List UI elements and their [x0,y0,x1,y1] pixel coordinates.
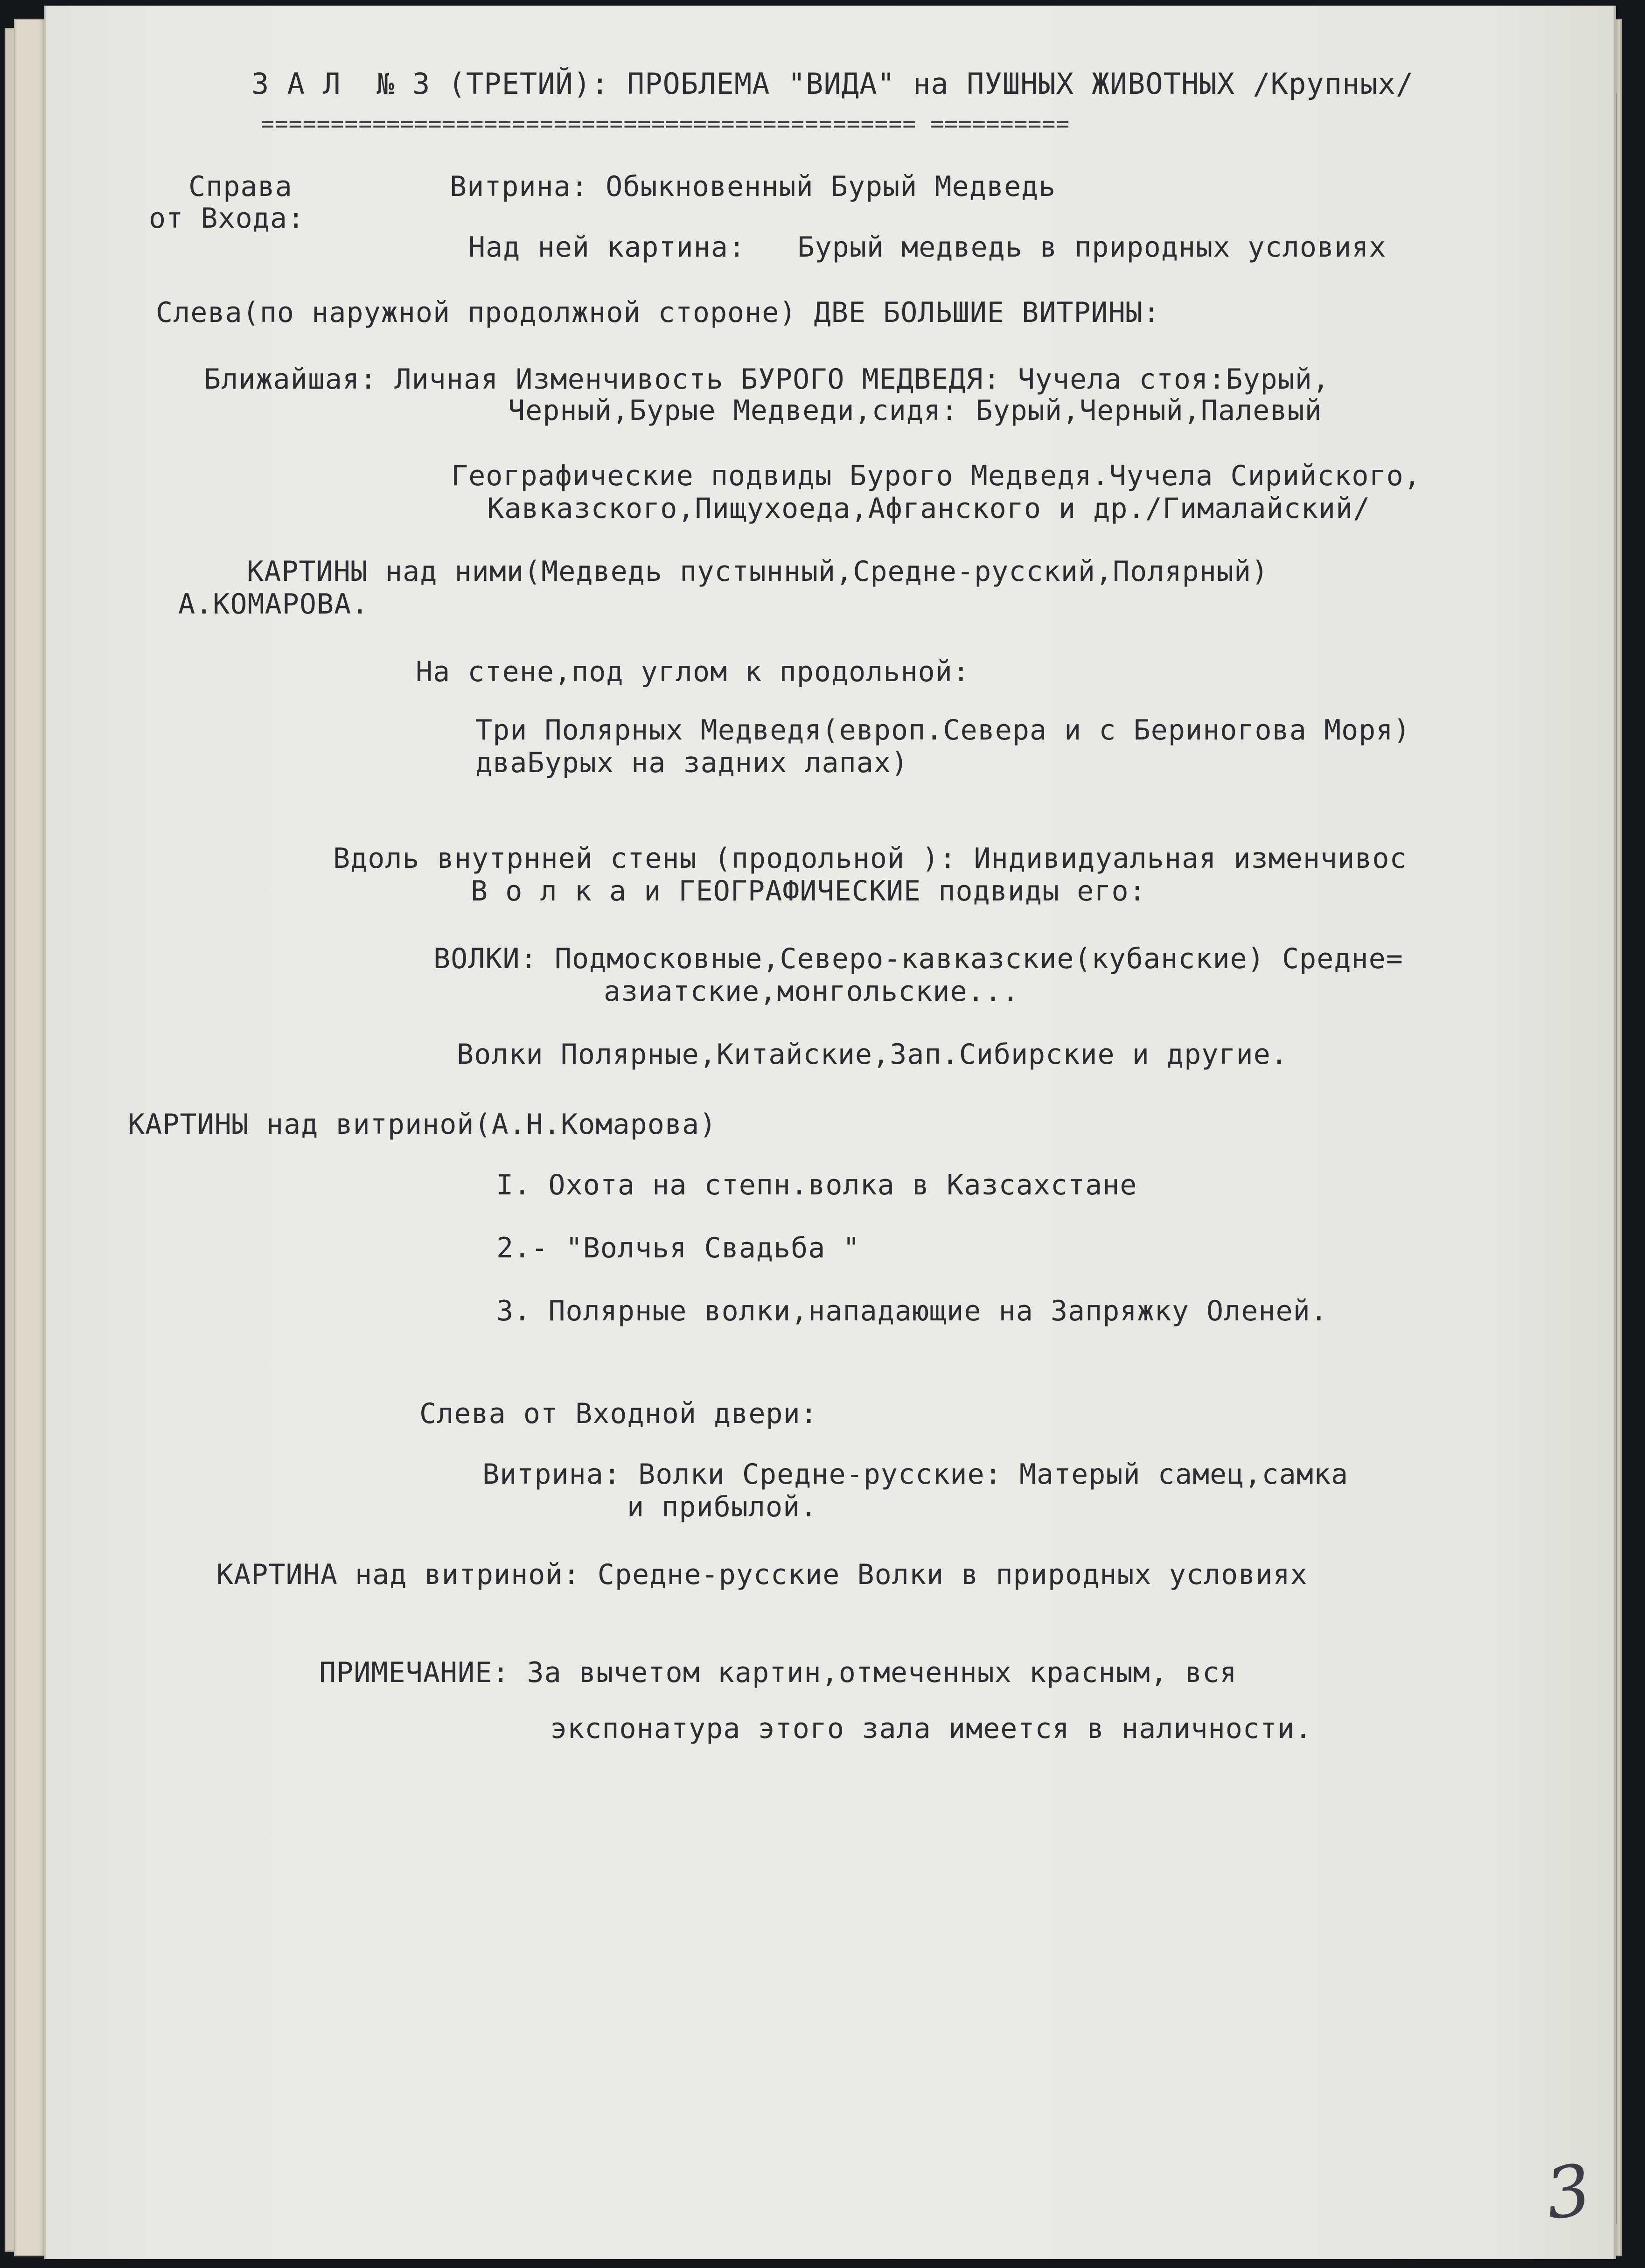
right-of-entrance-label: Справа [188,170,293,203]
document-title: З А Л № 3 (ТРЕТИЙ): ПРОБЛЕМА "ВИДА" на ПУШНЫХ ЖИВОТНЫХ /Крупных/ [251,67,1414,101]
subspecies-text: Кавказского,Пищухоеда,Афганского и др./Гималайский/ [487,492,1371,525]
nearest-vitrine: Черный,Бурые Медведи,сидя: Бурый,Черный,Палевый [508,394,1322,427]
polar-bears-text: Три Полярных Медведя(европ.Севера и с Бериногова Моря) [475,714,1411,747]
nearest-vitrine: Ближайшая: Личная Изменчивость БУРОГО МЕДВЕДЯ: Чучела стоя:Бурый, [204,363,1330,396]
note-text: ПРИМЕЧАНИЕ: За вычетом картин,отмеченных красным, вся [319,1656,1237,1689]
painting-list-item: 3. Полярные волки,нападающие на Запряжку Оленей. [496,1295,1328,1327]
paintings-over-vitrine-heading: КАРТИНЫ над витриной(А.Н.Комарова) [128,1108,717,1141]
vitrine-wolves: Витрина: Волки Средне-русские: Матерый самец,самка [482,1458,1349,1491]
painting-list-item: I. Охота на степн.волка в Казсахстане [496,1169,1137,1201]
right-of-entrance-label: от Входа: [149,202,305,235]
subspecies-text: Географические подвиды Бурого Медведя.Чучела Сирийского, [451,460,1421,492]
wolves-list: ВОЛКИ: Подмосковные,Северо-кавказские(кубанские) Средне= [433,942,1403,975]
inner-wall-heading: Вдоль внутрнней стены (продольной ): Индивидуальная изменчивос [333,842,1407,875]
painting-list-item: 2.- "Волчья Свадьба " [496,1232,860,1264]
inner-wall-heading: В о л к а и ГЕОГРАФИЧЕСКИЕ подвиды его: [471,875,1146,907]
left-of-door-heading: Слева от Входной двери: [419,1397,818,1430]
paintings-komarov: КАРТИНЫ над ними(Медведь пустынный,Средне-русский,Полярный) [247,555,1269,588]
painting-wolves: КАРТИНА над витриной: Средне-русские Волки в природных условиях [216,1558,1308,1591]
document-page [44,6,1616,2259]
wolves-list: Волки Полярные,Китайские,Зап.Сибирские и другие. [457,1038,1288,1071]
vitrine-brown-bear: Витрина: Обыкновенный Бурый Медведь [450,170,1056,203]
title-underline: =============================================== ========== [261,111,1070,137]
vitrine-wolves: и прибылой. [627,1491,818,1523]
left-side-heading: Слева(по наружной продолжной стороне) ДВЕ БОЛЬШИЕ ВИТРИНЫ: [156,296,1161,329]
painting-brown-bear: Над ней картина: Бурый медведь в природных условиях [468,231,1387,264]
wolves-list: азиатские,монгольские... [604,975,1019,1008]
note-text: экспонатура этого зала имеется в наличности. [550,1712,1312,1745]
page-number: 3 [1540,2149,1596,2236]
polar-bears-text: дваБурых на задних лапах) [475,747,909,779]
wall-angle-heading: На стене,под углом к продольной: [416,656,970,688]
paintings-komarov: А.КОМАРОВА. [178,588,369,621]
